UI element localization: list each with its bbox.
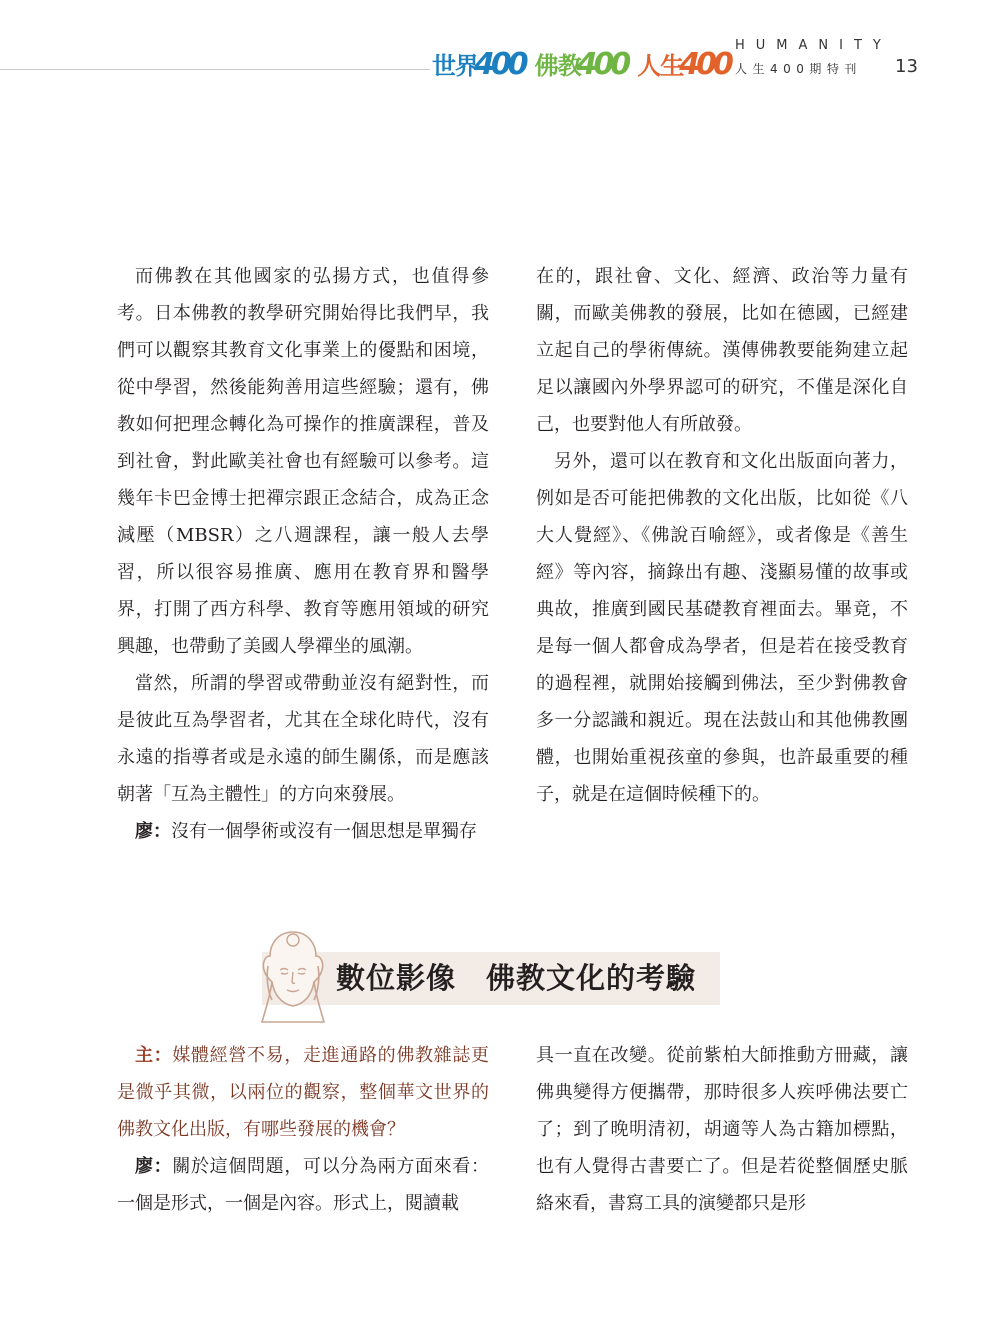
paragraph-text: 關於這個問題，可以分為兩方面來看：一個是形式，一個是內容。形式上，閱讀載 — [117, 1156, 490, 1214]
brand-logo — [432, 40, 740, 80]
paragraph — [117, 813, 489, 850]
article-column-bottom-left — [117, 1037, 489, 1222]
paragraph: 在的，跟社會、文化、經濟、政治等力量有關，而歐美佛教的發展，比如在德國，已經建立起自己的學術傳統。漢傳佛教要能夠建立起足以讓國內外學界認可的研究，不僅是深化自己，也要對他人有所啟發。 — [536, 266, 908, 435]
paragraph: 另外，還可以在教育和文化出版面向著力，例如是否可能把佛教的文化出版，比如從《八大人覺經》、《佛說百喻經》，或者像是《善生經》等內容，摘錄出有趣、淺顯易懂的故事或典故，推廣到國民基礎教育裡面去。畢竟，不是每一個人都會成為學者，但是若在接受教育的過程裡，就開始接觸到佛法，至少對佛教會多一分認識和親近。現在法鼓山和其他佛教團體，也開始重視孩童的參與，也許最重要的種子，就是在這個時候種下的。 — [536, 451, 908, 805]
article-column-top-right — [536, 258, 908, 813]
paragraph: 而佛教在其他國家的弘揚方式，也值得參考。日本佛教的教學研究開始得比我們早，我們可以觀察其教育文化事業上的優點和困境，從中學習，然後能夠善用這些經驗；還有，佛教如何把理念轉化為可操作的推廣課程，普及到社會，對此歐美社會也有經驗可以參考。這幾年卡巴金博士把禪宗跟正念結合，成為正念減壓（MBSR）之八週課程，讓一般人去學習，所以很容易推廣、應用在教育界和醫學界，打開了西方科學、教育等應用領域的研究興趣，也帶動了美國人學禪坐的風潮。 — [117, 266, 489, 657]
speaker-label: 廖： — [135, 821, 171, 842]
paragraph — [117, 1148, 489, 1222]
page-number: 13 — [895, 56, 918, 77]
paragraph: 當然，所謂的學習或帶動並沒有絕對性，而是彼此互為學習者，尤其在全球化時代，沒有永遠的指導者或是永遠的師生關係，而是應該朝著「互為主體性」的方向來發展。 — [117, 673, 489, 805]
speaker-label: 主： — [135, 1045, 173, 1066]
brand-item-humanity — [637, 47, 730, 82]
brand-number: 400 — [679, 47, 730, 82]
brand-text: 世界 — [432, 51, 478, 80]
brand-number: 400 — [474, 47, 525, 82]
paragraph-text: 媒體經營不易，走進通路的佛教雜誌更是微乎其微，以兩位的觀察，整個華文世界的佛教文化出版，有哪些發展的機會？ — [117, 1045, 490, 1140]
article-column-bottom-right — [536, 1037, 908, 1222]
brand-item-buddhism — [534, 47, 628, 82]
header-rule — [0, 69, 430, 70]
magazine-issue-zh: 人生400期特刊 — [735, 62, 862, 76]
brand-item-world — [432, 47, 525, 82]
brand-number: 400 — [576, 47, 628, 82]
speaker-label: 廖： — [135, 1156, 173, 1177]
paragraph-text: 沒有一個學術或沒有一個思想是單獨存 — [171, 821, 477, 842]
brand-text: 佛教 — [534, 51, 581, 80]
article-column-top-left — [117, 258, 489, 850]
brand-text: 人生 — [637, 51, 684, 80]
paragraph: 具一直在改變。從前紫柏大師推動方冊藏，讓佛典變得方便攜帶，那時很多人疾呼佛法要亡了；到了晚明清初，胡適等人為古籍加標點，也有人覺得古書要亡了。但是若從整個歷史脈絡來看，書寫工具的演變都只是形 — [536, 1045, 908, 1214]
magazine-name-en: HUMANITY — [735, 38, 892, 53]
host-question — [117, 1037, 489, 1148]
buddha-head-icon — [248, 926, 338, 1026]
section-title: 數位影像 佛教文化的考驗 — [336, 961, 697, 995]
